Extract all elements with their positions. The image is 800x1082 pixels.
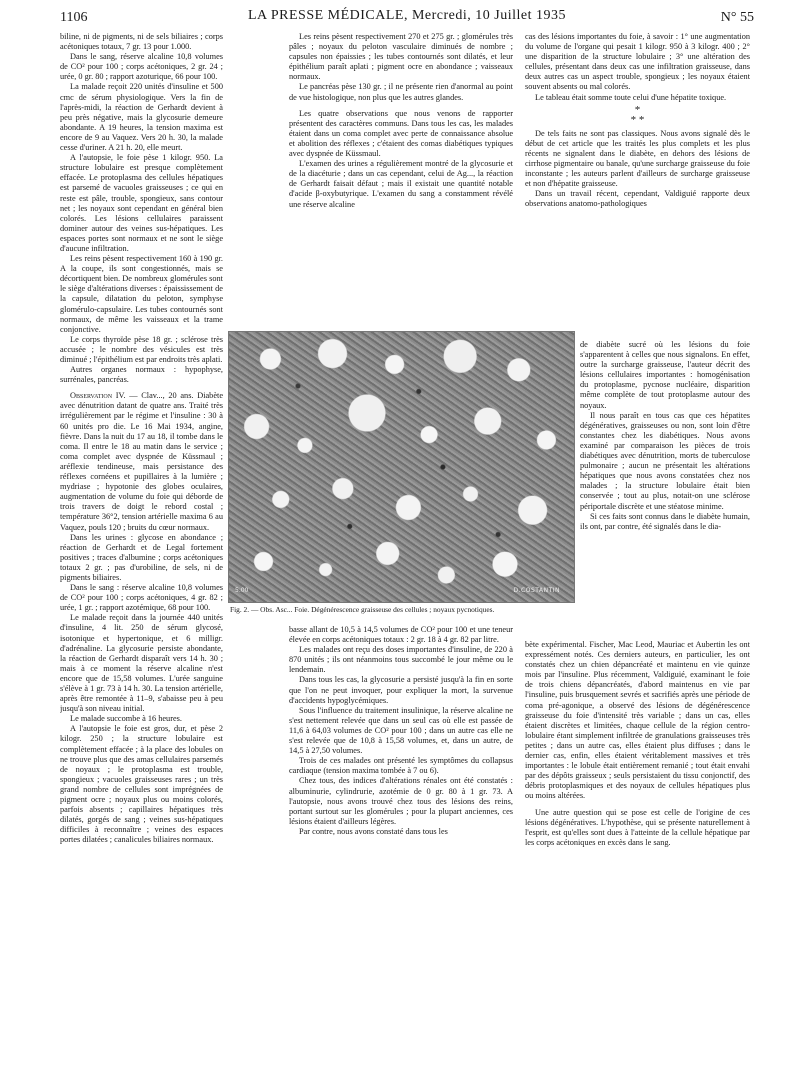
observation-text: — Clav..., 20 ans. Diabète avec dénutrition datant de quatre ans. Traité très irrégulièrement par le régime et l'insuline : 30 à 60 unités pro die. Le 16 Mai 1934, angine, fièvre. Dans la nuit du 17 au 18, il tombe dans le coma. Il entre le 18 au matin dans le service ; coma complet avec dyspnée de Küssmaul ; aréflexie tendineuse, mais persistance des réflexes cornéens et pupillaires à la lumière ; mydriase ; hypotonie des globes oculaires, augmentation de volume du foie qui déborde de trois travers de doigt le rebord costal ; température 36°2, tension artérielle maxima 6 au Vaquez, pouls 120 ; bruits du cœur normaux. (60, 391, 223, 532)
paragraph: Chez tous, des indices d'altérations rénales ont été constatés : albuminurie, cylindrurie, azotémie de 0 gr. 80 à 1 gr. 73. A l'autopsie, nous avons trouvé chez tous des lésions des reins, portant surtout sur les glomérules ; pour la plupart anciennes, ces lésions étaient d'ailleurs légères. (289, 776, 513, 826)
journal-title: LA PRESSE MÉDICALE, Mercredi, 10 Juillet 1935 (247, 8, 567, 23)
paragraph: A l'autopsie, le foie pèse 1 kilogr. 950. La structure lobulaire est presque complètement effacée. Le protoplasma des cellules hépatiques est parsemé de vacuoles graisseuses ; ce qui en reste est pâle, trouble, spongieux, sans contour net ; les noyaux sont cependant en général bien colorés. Les lésions cellulaires paraissent dominer autour des veines sus-hépatiques. Les espaces portes sont normaux et ne sont le siège d'aucune infiltration. (60, 153, 223, 253)
paragraph: Les reins pèsent respectivement 270 et 275 gr. ; glomérules très pâles ; noyaux du peloton vasculaire diminués de nombre ; capsules non épaissies ; les tubes contournés sont dilatés, et leur épithélium paraît aplati ; pigment ocre en abondance ; vaisseaux normaux. (289, 32, 513, 82)
paragraph: cas des lésions importantes du foie, à savoir : 1° une augmentation du volume de l'organe qui pesait 1 kilogr. 950 à 3 kilogr. 400 ; 2° une disparition de la structure lobulaire ; 3° une altération des cellules, présentant dans deux cas une infiltration graisseuse, dans deux autres cas un aspect trouble, spongieux ; les noyaux étaient souvent absents ou mal colorés. (525, 32, 750, 92)
paragraph: biline, ni de pigments, ni de sels biliaires ; corps acétoniques totaux, 7 gr. 13 pour 1.000. (60, 32, 223, 52)
paragraph: Il nous paraît en tous cas que ces hépatites dégénératives, graisseuses ou non, sont loin d'être constantes chez les diabétiques. Nous avons examiné par comparaison les pièces de trois diabétiques avec dénutrition, morts de tuberculose pulmonaire ; aucun ne présentait les altérations hépatiques que nous avons constatées chez nos malades ; la structure lobulaire était bien conservée ; tout au plus, notait-on une sclérose périportale discrète et une stéatose minime. (580, 410, 750, 511)
paragraph (60, 391, 223, 532)
figure-caption: Fig. 2. — Obs. Asc... Foie. Dégénérescence graisseuse des cellules ; noyaux pycnotiques. (230, 605, 495, 614)
issue-number: N° 55 (720, 10, 754, 25)
paragraph: Dans le sang : réserve alcaline 10,8 volumes de CO² pour 100 ; corps acétoniques, 4 gr. 82 ; urée, 1 gr. ; rapport azotémique, 68 pour 100. (60, 583, 223, 613)
paragraph: Le pancréas pèse 130 gr. ; il ne présente rien d'anormal au point de vue histologique, non plus que les autres glandes. (289, 82, 513, 102)
paragraph: Trois de ces malades ont présenté les symptômes du collapsus cardiaque (tension maxima tombée à 7 ou 6). (289, 756, 513, 776)
page-header (60, 8, 754, 30)
paragraph: Les reins pèsent respectivement 160 à 190 gr. A la coupe, ils sont congestionnés, mais se décortiquent bien. De nombreux glomérules sont le siège d'altérations diverses : épaississement de la capsule, dilatation du peloton, symphyse glomérulo-capsulaire. Les tubes contournés sont normaux, de même les vaisseaux et la trame conjonctive. (60, 254, 223, 334)
column-2-bottom (289, 625, 513, 1072)
paragraph: Le malade succombe à 16 heures. (70, 714, 182, 724)
paragraph: Le malade reçoit dans la journée 440 unités d'insuline, 4 lit. 250 de sérum glycosé, isotonique et hypertonique, et 6 milligr. d'adrénaline. La glycosurie persiste abondante, la réaction de Gerhardt disparaît vers 14 h. 30 ; mais à ce moment la réserve alcaline n'est encore que de 15,58 volumes. L'urée sanguine s'élève à 1 gr. 73 à 14 h. 30. La tension artérielle, après être remontée à 11–9, s'abaisse peu à peu jusqu'à son niveau initial. (60, 613, 223, 714)
observation-heading: Observation IV. (70, 391, 126, 401)
paragraph: Une autre question qui se pose est celle de l'origine de ces lésions dégénératives. L'hypothèse, qui se présente naturellement à l'esprit, est qu'elles sont dues à l'atteinte de la cellule hépatique par les corps acétoniques en excès dans le sang. (525, 807, 750, 847)
paragraph: Les quatre observations que nous venons de rapporter présentent des caractères communs. Dans tous les cas, les malades étaient dans un coma complet avec perte de connaissance absolue et abolition des réflexes ; c'étaient des comas diabétiques typiques avec dyspnée de Küssmaul. (289, 108, 513, 159)
figure-mark: 5.00 (235, 587, 249, 594)
column-3-bottom (525, 640, 750, 1072)
paragraph: Le corps thyroïde pèse 18 gr. ; sclérose très accusée ; le nombre des vésicules est très diminué ; l'épithélium est par endroits très aplati. (60, 334, 223, 364)
section-separator: * * * (630, 103, 645, 126)
paragraph: L'examen des urines a régulièrement montré de la glycosurie et de la diacéturie ; dans un cas cependant, celui de Ag..., la réaction de Gerhardt faisait défaut ; mais il existait une quantité notable d'acide β-oxybutyrique. L'examen du sang a constamment révélé une réserve alcaline (289, 159, 513, 209)
paragraph: Dans les urines : glycose en abondance ; réaction de Gerhardt et de Legal fortement positives ; traces d'albumine ; corps acétoniques totaux 2 gr. ; pas d'urobiline, de sels, ni de pigments biliaires. (60, 532, 223, 582)
paragraph: Dans tous les cas, la glycosurie a persisté jusqu'à la fin en sorte que l'on ne peut invoquer, pour expliquer la mort, la survenue d'accidents hypoglycémiques. (289, 675, 513, 705)
paragraph: La malade reçoit 220 unités d'insuline et 500 cmc de sérum physiologique. Vers la fin de l'après-midi, la réaction de Gerhardt devient à peu près négative, mais la glycosurie demeure abondante. A 19 heures, la tension maxima est encore de 9 au Vaquez. Vers 20 h. 30, la malade cesse d'uriner. A 21 h. 20, elle meurt. (60, 82, 223, 153)
paragraph: bète expérimental. Fischer, Mac Leod, Mauriac et Aubertin les ont expressément notés. Ces derniers auteurs, en particulier, les ont constatés chez un chien dépancréaté et maintenu en vie quinze mois par l'insuline. Plus récemment, Valdiguié, examinant le foie de trois chiens dépancréatés, d'abord maintenus en vie par l'insuline, puis brusquement sevrés et sacrifiés après une période de coma pré-agonique, a observé des lésions de dégénérescence graisseuse du foie d'intensité très variable ; dans un cas, elles étaient discrètes et limitées, chaque cellule de la région centro-lobulaire étant simplement infiltrée de granulations graisseuses très petites ; dans un autre cas, elles étaient plus diffuses ; dans le dernier cas, enfin, elles étaient véritablement massives et très importantes : le lobule était entièrement remanié ; tout était envahi par des dépôts graisseux ; seuls persistaient du tissu conjonctif, des débris protoplasmiques et des noyaux de cellules hépatiques plus ou moins altérées. (525, 640, 750, 801)
paragraph: Autres organes normaux : hypophyse, surrénales, pancréas. (60, 365, 223, 385)
column-3-narrow (580, 340, 750, 638)
paragraph: Le tableau était somme toute celui d'une hépatite toxique. (535, 92, 727, 102)
paragraph: Dans le sang, réserve alcaline 10,8 volumes de CO² pour 100 ; corps acétoniques, 2 gr. 24 ; urée, 0 gr. 80 ; rapport azoturique, 66 pour 100. (60, 52, 223, 82)
figure-signature: D.COSTANTIN (513, 587, 560, 594)
column-1 (60, 32, 223, 1072)
paragraph: A l'autopsie le foie est gros, dur, et pèse 2 kilogr. 250 ; la structure lobulaire est complètement effacée ; à la place des lobules on ne trouve plus que des amas cellulaires parsemés de noyaux ; le protoplasma est trouble, spongieux ; vacuoles graisseuses rares ; un très grand nombre de cellules sont imprégnées de pigment ocre ; noyaux plus ou moins colorés, parfois absents ; capillaires hépatiques très dilatés, gorgés de sang ; veines sus-hépatiques difficiles à reconnaître ; veines des espaces portes dilatées ; canalicules biliaires normaux. (60, 724, 223, 845)
paragraph: Sous l'influence du traitement insulinique, la réserve alcaline ne s'est nettement relevée que dans un seul cas où elle est passée de 11,6 à 64,03 volumes de CO² pour 100 ; dans un autre cas elle ne s'est relevée que de 10,8 à 15,58 volumes, et, dans un autre, de 14,5 à 27,50 volumes. (289, 705, 513, 756)
column-2-top (289, 32, 513, 328)
paragraph: Par contre, nous avons constaté dans tous les (299, 826, 448, 836)
paragraph: Si ces faits sont connus dans le diabète humain, ils ont, par contre, été signalés dans le dia- (580, 511, 750, 531)
paragraph: de diabète sucré où les lésions du foie s'apparentent à celles que nous signalons. En effet, outre la surcharge graisseuse, l'auteur décrit des lésions cellulaires importantes : homogénisation du protoplasme, pycnose nucléaire, disparition même complète de tout protoplasme autour des noyaux. (580, 340, 750, 410)
paragraph: Dans un travail récent, cependant, Valdiguié rapporte deux observations anatomo-pathologiques (525, 189, 750, 209)
page-number: 1106 (60, 10, 88, 25)
micrograph-figure (228, 331, 575, 603)
column-3-top (525, 32, 750, 338)
paragraph: De tels faits ne sont pas classiques. Nous avons signalé dès le début de cet article que les traités les plus complets et les plus récents ne signalent dans le diabète, en dehors des lésions de cirrhose pigmentaire ou banale, qu'une surcharge graisseuse du foie inconstante ; les auteurs parlent d'ailleurs de surcharge graisseuse et non d'hépatite graisseuse. (525, 128, 750, 189)
paragraph: Les malades ont reçu des doses importantes d'insuline, de 220 à 870 unités ; ils ont néanmoins tous succombé le jour même ou le lendemain. (289, 645, 513, 675)
paragraph: basse allant de 10,5 à 14,5 volumes de CO² pour 100 et une teneur élevée en corps acétoniques totaux : 2 gr. 18 à 4 gr. 82 par litre. (289, 625, 513, 645)
